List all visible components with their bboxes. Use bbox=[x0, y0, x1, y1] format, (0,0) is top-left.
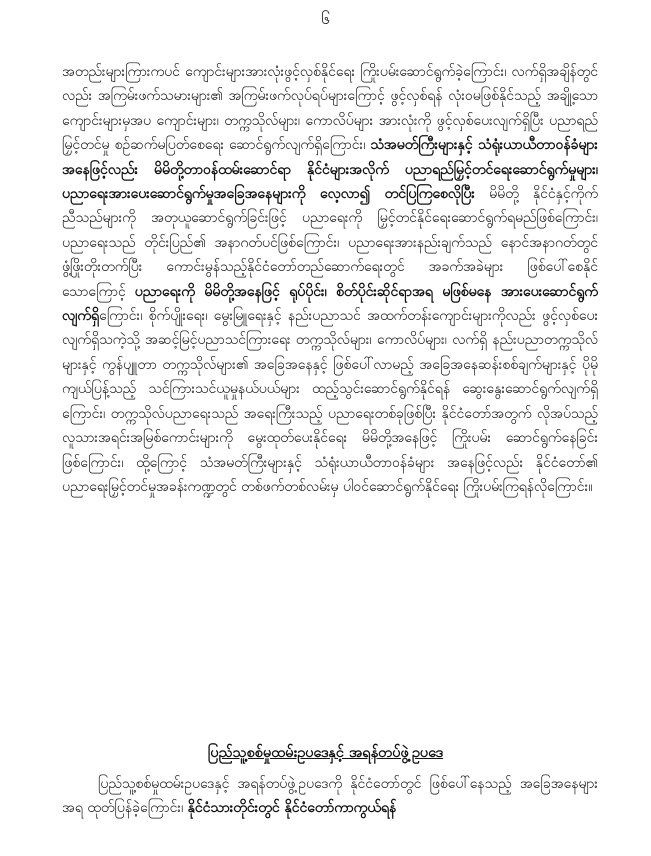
paragraph-emphasis: သံအမတ်ကြီးများနှင့် သံရုံးယာယီတာဝန်ခံများအနေဖြင့်လည်း မိမိတို့တာဝန်ထမ်းဆောင်ရာ နိုင်ငံများအလိုက် ပညာရည်မြှင့်တင်ရေးဆောင်ရွက်မှုများ၊ ပညာရေးအားပေးဆောင်ရွက်မှုအခြေအနေများကို လေ့လာ၍ တင်ပြကြစေလိုပြီး bbox=[62, 137, 598, 203]
paragraph-segment: မိမိတို့ နိုင်ငံနှင့်ကိုက်ညီသည်များကို အတုယူဆောင်ရွက်ခြင်းဖြင့် ပညာရေးကို မြှင့်တင်နိုင်ရေးဆောင်ရွက်ရမည်ဖြစ်ကြောင်း၊ ပညာရေးသည် တိုင်းပြည်၏ အနာဂတ်ပင်ဖြစ်ကြောင်း၊ ပညာရေးအားနည်းချက်သည် နောင်အနာဂတ်တွင် ဖွံ့ဖြိုးတိုးတက်ပြီး ကောင်းမွန်သည့်နိုင်ငံတော်တည်ဆောက်ရေးတွင် အခက်အခဲများ ဖြစ်ပေါ်စေနိုင်သောကြောင့် bbox=[62, 186, 598, 300]
page-number: ၆ bbox=[321, 9, 330, 28]
paragraph-text bbox=[62, 60, 598, 499]
body-paragraph bbox=[62, 60, 598, 499]
section-heading: ပြည်သူ့စစ်မှုထမ်းဥပဒေနှင့် အရန်တပ်ဖွဲ့ဥပဒေ bbox=[207, 745, 444, 761]
paragraph-segment: အတည်းများကြားကပင် ကျောင်းများအားလုံးဖွင့်လှစ်နိုင်ရေး ကြိုးပမ်းဆောင်ရွက်ခဲ့ကြောင်း၊ လက်ရှိအချိန်တွင်လည်း အကြမ်းဖက်သမားများ၏ အကြမ်းဖက်လုပ်ရပ်များကြောင့် ဖွင့်လှစ်ရန် လုံးဝမဖြစ်နိုင်သည့် အချို့သောကျောင်းများမှအပ ကျောင်းများ၊ တက္ကသိုလ်များ၊ ကောလိပ်များ အားလုံးကို ဖွင့်လှစ်ပေးလျက်ရှိပြီး ပညာရည်မြှင့်တင်မှု စဉ်ဆက်မပြတ်စေရေး ဆောင်ရွက်လျက်ရှိကြောင်း၊ bbox=[62, 64, 598, 154]
section-paragraph bbox=[62, 772, 598, 821]
paragraph-segment: ပြည်သူ့စစ်မှုထမ်းဥပဒေနှင့် အရန်တပ်ဖွဲ့ဥပဒေကို နိုင်ငံတော်တွင် ဖြစ်ပေါ်နေသည့် အခြေအနေများအရ ထုတ်ပြန်ခဲ့ကြောင်း၊ bbox=[62, 776, 598, 817]
paragraph-emphasis: နိုင်ငံသားတိုင်းတွင် နိုင်ငံတော်ကာကွယ်ရန် bbox=[187, 800, 397, 817]
paragraph-emphasis: ပညာရေးကို မိမိတို့အနေဖြင့် ရုပ်ပိုင်း၊ စိတ်ပိုင်းဆိုင်ရာအရ မဖြစ်မနေ အားပေးဆောင်ရွက်လျက်ရှိ bbox=[62, 283, 598, 325]
paragraph-segment: ကြောင်း၊ စိုက်ပျိုးရေး၊ မွေးမြူရေးနှင့် နည်းပညာသင် အထက်တန်းကျောင်းများကိုလည်း ဖွင့်လှစ်ပေးလျက်ရှိသကဲ့သို့ အဆင့်မြင့်ပညာသင်ကြားရေး တက္ကသိုလ်များ၊ ကောလိပ်များ၊ လက်ရှိ နည်းပညာတက္ကသိုလ်များနှင့် ကွန်ပျူတာ တက္ကသိုလ်များ၏ အခြေအနေနှင့် ဖြစ်ပေါ်လာမည့် အခြေအနေဆန်းစစ်ချက်များနှင့် ပိုမိုကျယ်ပြန့်သည့် သင်ကြားသင်ယူမှုနယ်ပယ်များ ထည့်သွင်းဆောင်ရွက်နိုင်ရန် ဆွေးနွေးဆောင်ရွက်လျက်ရှိကြောင်း၊ တက္ကသိုလ်ပညာရေးသည် အရေးကြီးသည့် ပညာရေးတစ်ခုဖြစ်ပြီး နိုင်ငံတော်အတွက် လိုအပ်သည့် လူသားအရင်းအမြစ်ကောင်းများကို မွေးထုတ်ပေးနိုင်ရေး မိမိတို့အနေဖြင့် ကြိုးပမ်း ဆောင်ရွက်နေခြင်းဖြစ်ကြောင်း၊ ထို့ကြောင့် သံအမတ်ကြီးများနှင့် သံရုံးယာယီတာဝန်ခံများ အနေဖြင့်လည်း နိုင်ငံတော်၏ ပညာရေးမြှင့်တင်မှုအခန်းကဏ္ဍတွင် တစ်ဖက်တစ်လမ်းမှ ပါဝင်ဆောင်ရွက်နိုင်ရေး ကြိုးပမ်းကြရန်လိုကြောင်း။ bbox=[62, 308, 598, 495]
paragraph-text bbox=[62, 772, 598, 821]
